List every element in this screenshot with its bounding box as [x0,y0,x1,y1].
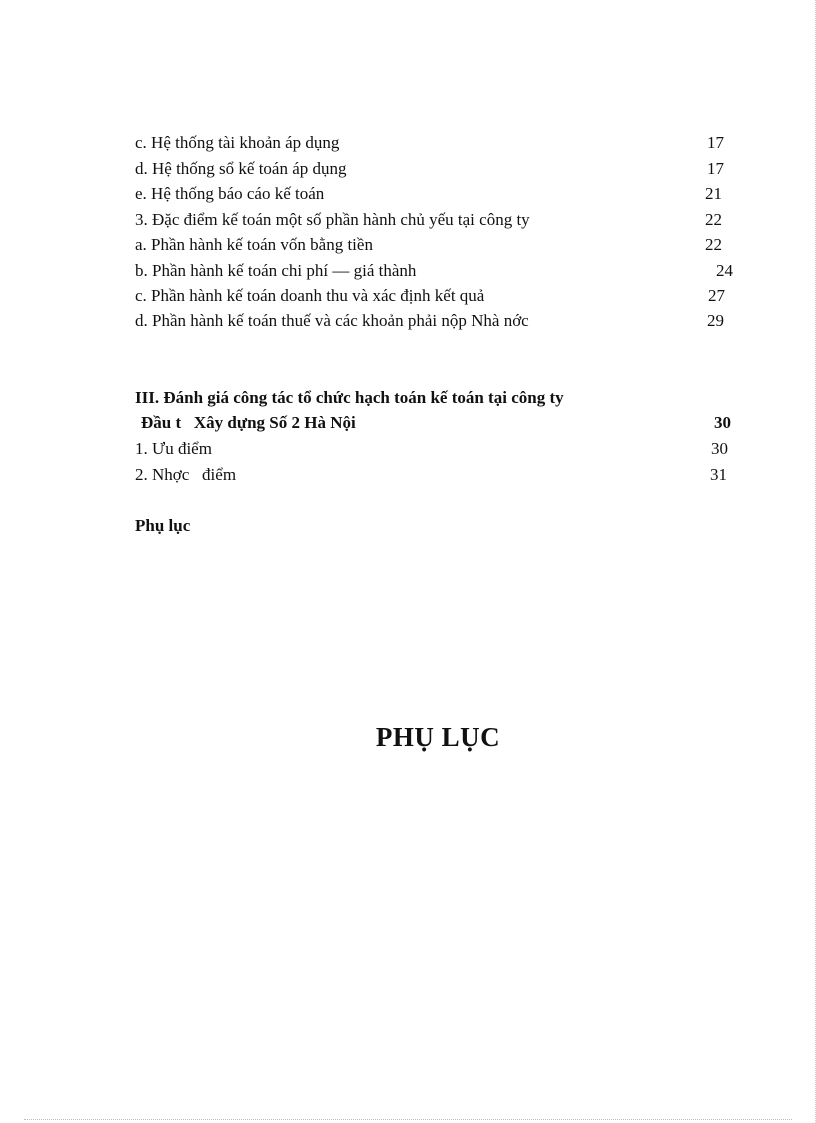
toc-entry-page: 17 [707,159,724,178]
toc-entry-label: b. Phần hành kế toán chi phí — giá thành [135,261,417,280]
toc-entry-page: 30 [711,439,728,458]
toc-section-heading [0,411,816,435]
toc-entry-page: 22 [705,210,722,229]
toc-entry [0,208,816,232]
toc-entry-page: 17 [707,133,724,152]
toc-entry [0,157,816,181]
toc-entry-page: 31 [710,465,727,484]
toc-entry-label: 2. Nhợc điểm [135,465,237,484]
toc-entry [0,259,816,283]
page-bottom-border [24,1119,792,1120]
toc-entry-label: 1. Ưu điểm [135,439,212,458]
toc-entry [0,309,816,333]
toc-entry [0,131,816,155]
toc-entry-label: 3. Đặc điểm kế toán một số phần hành chủ yếu tại công ty [135,210,530,229]
toc-entry-label: d. Hệ thống sổ kế toán áp dụng [135,159,347,178]
toc-section-heading-line1: III. Đánh giá công tác tổ chức hạch toán kế toán tại công ty [135,388,564,407]
toc-entry-page: 29 [707,311,724,330]
toc-appendix-label: Phụ lục [135,516,191,535]
toc-section-heading-page: 30 [714,413,731,432]
toc-entry [0,182,816,206]
toc-entry-label: c. Phần hành kế toán doanh thu và xác định kết quả [135,286,485,305]
toc-entry-label: d. Phần hành kế toán thuế và các khoản phải nộp Nhà nớc [135,311,529,330]
appendix-title: PHỤ LỤC [375,722,501,752]
toc-entry [0,284,816,308]
toc-entry-page: 27 [708,286,725,305]
toc-section-heading [0,386,816,410]
toc-entry-label: a. Phần hành kế toán vốn bằng tiền [135,235,373,254]
toc-entry [0,463,816,487]
toc-entry-page: 21 [705,184,722,203]
toc-appendix-entry [0,514,816,538]
toc-entry [0,437,816,461]
page-right-border [812,0,816,1123]
toc-entry-page: 22 [705,235,722,254]
toc-entry [0,233,816,257]
toc-entry-page: 24 [716,261,733,280]
toc-section-heading-line2: Đầu t Xây dựng Số 2 Hà Nội [141,413,356,432]
toc-entry-label: c. Hệ thống tài khoản áp dụng [135,133,340,152]
toc-entry-label: e. Hệ thống báo cáo kế toán [135,184,325,203]
